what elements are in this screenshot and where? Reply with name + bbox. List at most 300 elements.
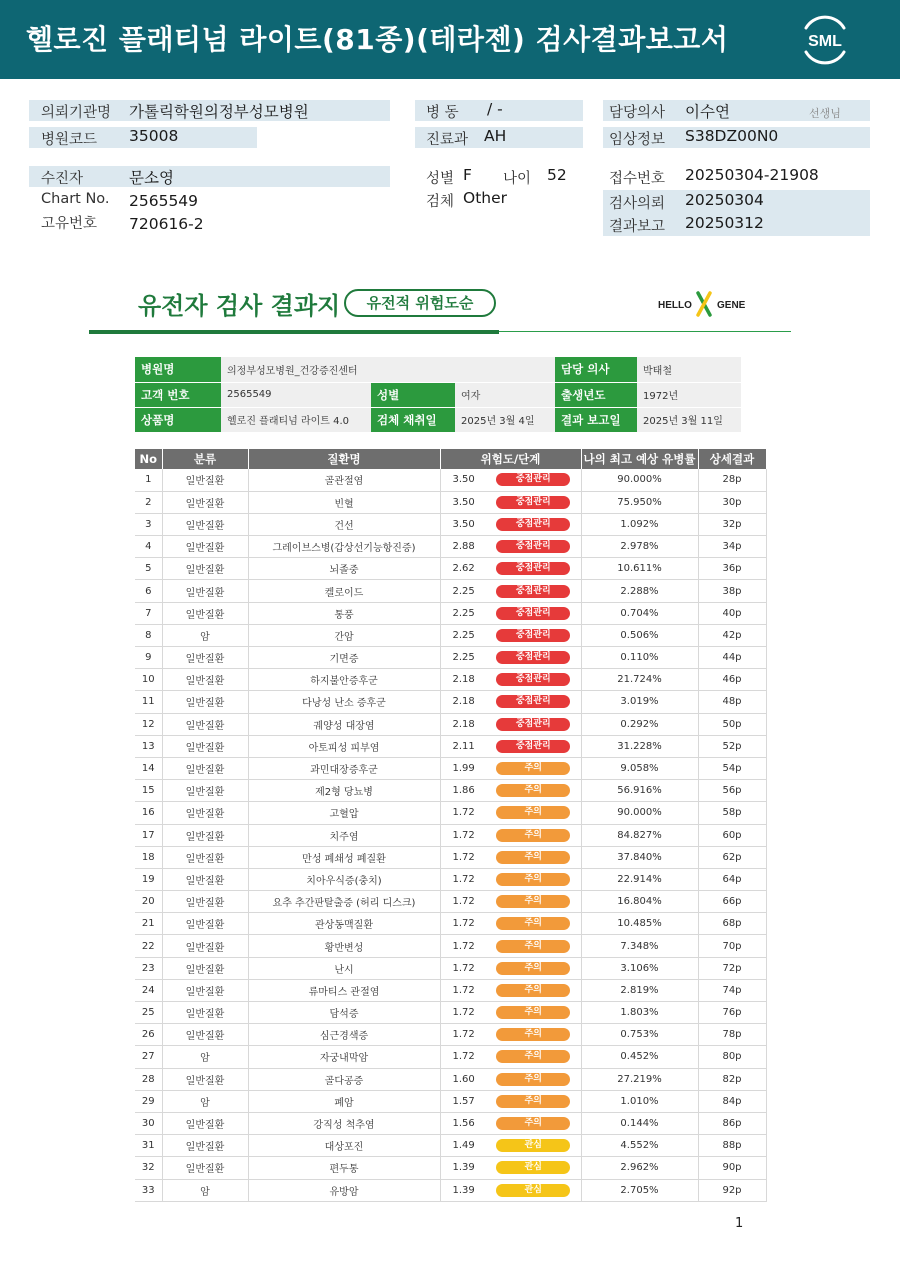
row-risk-score: 1.99 xyxy=(440,757,492,779)
row-prevalence: 4.552% xyxy=(581,1135,698,1157)
row-stage-cell xyxy=(492,647,581,669)
row-disease-name: 과민대장증후군 xyxy=(248,757,440,779)
row-category: 일반질환 xyxy=(162,757,248,779)
row-detail-page: 90p xyxy=(698,1157,766,1179)
row-category: 암 xyxy=(162,1090,248,1112)
table-row xyxy=(135,491,766,513)
stage-badge: 주의 xyxy=(496,895,570,908)
row-stage-cell xyxy=(492,713,581,735)
row-prevalence: 2.705% xyxy=(581,1179,698,1201)
stage-badge: 주의 xyxy=(496,829,570,842)
row-risk-score: 1.72 xyxy=(440,868,492,890)
row-disease-name: 유방암 xyxy=(248,1179,440,1201)
row-prevalence: 3.019% xyxy=(581,691,698,713)
row-risk-score: 1.72 xyxy=(440,802,492,824)
table-row xyxy=(135,469,766,491)
row-detail-page: 38p xyxy=(698,580,766,602)
row-risk-score: 3.50 xyxy=(440,469,492,491)
stage-badge: 중점관리 xyxy=(496,518,570,531)
hospital-code-value: 35008 xyxy=(129,127,179,145)
row-disease-name: 관상동맥질환 xyxy=(248,913,440,935)
row-category: 일반질환 xyxy=(162,558,248,580)
row-stage-cell xyxy=(492,1157,581,1179)
row-detail-page: 76p xyxy=(698,1002,766,1024)
row-category: 일반질환 xyxy=(162,469,248,491)
row-prevalence: 0.110% xyxy=(581,647,698,669)
row-stage-cell xyxy=(492,669,581,691)
row-detail-page: 60p xyxy=(698,824,766,846)
results-body xyxy=(135,469,766,1201)
row-risk-score: 1.72 xyxy=(440,935,492,957)
row-risk-score: 2.88 xyxy=(440,536,492,558)
row-risk-score: 1.57 xyxy=(440,1090,492,1112)
profile-hospital-value: 의정부성모병원_건강증진센터 xyxy=(221,357,555,382)
dept-value: AH xyxy=(484,127,507,145)
table-row xyxy=(135,1068,766,1090)
profile-birth-label: 출생년도 xyxy=(555,382,637,407)
stage-badge: 중점관리 xyxy=(496,629,570,642)
row-detail-page: 28p xyxy=(698,469,766,491)
stage-badge: 주의 xyxy=(496,1073,570,1086)
row-risk-score: 1.72 xyxy=(440,913,492,935)
ward-label: 병 동 xyxy=(426,105,459,121)
profile-customer-label: 고객 번호 xyxy=(135,382,221,407)
table-row xyxy=(135,558,766,580)
row-disease-name: 황반변성 xyxy=(248,935,440,957)
row-prevalence: 22.914% xyxy=(581,868,698,890)
row-detail-page: 46p xyxy=(698,669,766,691)
stage-badge: 주의 xyxy=(496,1095,570,1108)
profile-customer-value: 2565549 xyxy=(221,382,371,407)
row-risk-score: 1.72 xyxy=(440,824,492,846)
table-row xyxy=(135,647,766,669)
row-disease-name: 요추 추간판탈출증 (허리 디스크) xyxy=(248,891,440,913)
row-no: 21 xyxy=(135,913,162,935)
row-disease-name: 폐암 xyxy=(248,1090,440,1112)
brand-left-text: HELLO xyxy=(658,300,692,311)
stage-badge: 주의 xyxy=(496,940,570,953)
row-stage-cell xyxy=(492,824,581,846)
row-disease-name: 제2형 당뇨병 xyxy=(248,780,440,802)
row-disease-name: 골관절염 xyxy=(248,469,440,491)
row-risk-score: 1.72 xyxy=(440,1002,492,1024)
row-no: 13 xyxy=(135,735,162,757)
row-no: 31 xyxy=(135,1135,162,1157)
row-risk-score: 1.86 xyxy=(440,780,492,802)
row-no: 4 xyxy=(135,536,162,558)
table-row xyxy=(135,1135,766,1157)
row-detail-page: 30p xyxy=(698,491,766,513)
row-category: 일반질환 xyxy=(162,691,248,713)
doctor-value: 이수연 xyxy=(685,103,730,121)
row-disease-name: 그레이브스병(갑상선기능항진증) xyxy=(248,536,440,558)
row-category: 암 xyxy=(162,1179,248,1201)
table-row xyxy=(135,735,766,757)
requesting-org-label: 의뢰기관명 xyxy=(41,105,112,121)
row-disease-name: 뇌졸중 xyxy=(248,558,440,580)
row-prevalence: 0.704% xyxy=(581,602,698,624)
row-risk-score: 2.25 xyxy=(440,602,492,624)
row-detail-page: 50p xyxy=(698,713,766,735)
row-risk-score: 1.72 xyxy=(440,957,492,979)
row-no: 3 xyxy=(135,513,162,535)
row-prevalence: 2.962% xyxy=(581,1157,698,1179)
stage-badge: 주의 xyxy=(496,762,570,775)
row-category: 일반질환 xyxy=(162,536,248,558)
stage-badge: 중점관리 xyxy=(496,718,570,731)
row-risk-score: 2.25 xyxy=(440,624,492,646)
row-disease-name: 담석증 xyxy=(248,1002,440,1024)
row-no: 17 xyxy=(135,824,162,846)
row-risk-score: 1.72 xyxy=(440,1024,492,1046)
col-header-detail: 상세결과 xyxy=(698,449,766,469)
row-disease-name: 난시 xyxy=(248,957,440,979)
row-detail-page: 88p xyxy=(698,1135,766,1157)
row-stage-cell xyxy=(492,1068,581,1090)
row-risk-score: 2.18 xyxy=(440,691,492,713)
row-category: 일반질환 xyxy=(162,602,248,624)
stage-badge: 관심 xyxy=(496,1184,570,1197)
row-prevalence: 1.803% xyxy=(581,1002,698,1024)
row-stage-cell xyxy=(492,1002,581,1024)
row-category: 일반질환 xyxy=(162,1112,248,1134)
row-risk-score: 3.50 xyxy=(440,491,492,513)
row-detail-page: 52p xyxy=(698,735,766,757)
table-row xyxy=(135,1112,766,1134)
row-category: 암 xyxy=(162,1046,248,1068)
row-detail-page: 56p xyxy=(698,780,766,802)
row-category: 일반질환 xyxy=(162,491,248,513)
row-stage-cell xyxy=(492,780,581,802)
row-prevalence: 10.611% xyxy=(581,558,698,580)
profile-birth-value: 1972년 xyxy=(637,382,741,407)
row-prevalence: 90.000% xyxy=(581,802,698,824)
specimen-value: Other xyxy=(463,189,508,207)
row-category: 일반질환 xyxy=(162,868,248,890)
row-no: 5 xyxy=(135,558,162,580)
row-no: 10 xyxy=(135,669,162,691)
stage-badge: 중점관리 xyxy=(496,607,570,620)
row-detail-page: 48p xyxy=(698,691,766,713)
results-header-row xyxy=(135,449,766,469)
row-category: 일반질환 xyxy=(162,802,248,824)
row-no: 8 xyxy=(135,624,162,646)
table-row xyxy=(135,935,766,957)
table-row xyxy=(135,602,766,624)
request-label: 검사의뢰 xyxy=(609,196,666,212)
table-row xyxy=(135,979,766,1001)
ward-value: / - xyxy=(487,100,503,118)
row-disease-name: 자궁내막암 xyxy=(248,1046,440,1068)
row-disease-name: 치아우식증(충치) xyxy=(248,868,440,890)
age-value: 52 xyxy=(547,166,567,184)
table-row xyxy=(135,891,766,913)
row-category: 일반질환 xyxy=(162,713,248,735)
row-risk-score: 1.56 xyxy=(440,1112,492,1134)
sml-logo-text: SML xyxy=(808,33,842,50)
row-disease-name: 골다공증 xyxy=(248,1068,440,1090)
row-no: 14 xyxy=(135,757,162,779)
col-header-category: 분류 xyxy=(162,449,248,469)
row-no: 20 xyxy=(135,891,162,913)
row-no: 12 xyxy=(135,713,162,735)
row-no: 19 xyxy=(135,868,162,890)
page-number: 1 xyxy=(735,1216,744,1231)
brand-right-text: GENE xyxy=(717,300,746,311)
row-category: 일반질환 xyxy=(162,913,248,935)
row-disease-name: 치주염 xyxy=(248,824,440,846)
row-disease-name: 켈로이드 xyxy=(248,580,440,602)
row-category: 일반질환 xyxy=(162,580,248,602)
row-disease-name: 궤양성 대장염 xyxy=(248,713,440,735)
row-stage-cell xyxy=(492,580,581,602)
row-risk-score: 2.25 xyxy=(440,647,492,669)
row-detail-page: 40p xyxy=(698,602,766,624)
row-no: 30 xyxy=(135,1112,162,1134)
row-detail-page: 58p xyxy=(698,802,766,824)
row-stage-cell xyxy=(492,1046,581,1068)
table-row xyxy=(135,957,766,979)
profile-collect-label: 검체 채취일 xyxy=(371,407,455,432)
row-risk-score: 1.72 xyxy=(440,1046,492,1068)
report-date-value: 20250312 xyxy=(685,214,764,232)
row-stage-cell xyxy=(492,957,581,979)
row-category: 일반질환 xyxy=(162,824,248,846)
profile-sex-label: 성별 xyxy=(371,382,455,407)
row-disease-name: 고혈압 xyxy=(248,802,440,824)
patient-value: 문소영 xyxy=(129,169,174,187)
row-no: 24 xyxy=(135,979,162,1001)
table-row xyxy=(135,1046,766,1068)
row-detail-page: 84p xyxy=(698,1090,766,1112)
row-category: 일반질환 xyxy=(162,1002,248,1024)
row-risk-score: 1.39 xyxy=(440,1179,492,1201)
profile-report-label: 결과 보고일 xyxy=(555,407,637,432)
row-prevalence: 37.840% xyxy=(581,846,698,868)
row-disease-name: 강직성 척추염 xyxy=(248,1112,440,1134)
row-prevalence: 2.819% xyxy=(581,979,698,1001)
row-detail-page: 36p xyxy=(698,558,766,580)
row-prevalence: 0.506% xyxy=(581,624,698,646)
row-stage-cell xyxy=(492,1024,581,1046)
row-detail-page: 86p xyxy=(698,1112,766,1134)
row-disease-name: 빈혈 xyxy=(248,491,440,513)
row-prevalence: 0.452% xyxy=(581,1046,698,1068)
profile-hospital-label: 병원명 xyxy=(135,357,221,382)
row-detail-page: 78p xyxy=(698,1024,766,1046)
stage-badge: 중점관리 xyxy=(496,740,570,753)
stage-badge: 주의 xyxy=(496,1117,570,1130)
row-no: 16 xyxy=(135,802,162,824)
row-category: 일반질환 xyxy=(162,957,248,979)
table-row xyxy=(135,624,766,646)
row-prevalence: 1.092% xyxy=(581,513,698,535)
row-category: 일반질환 xyxy=(162,935,248,957)
row-stage-cell xyxy=(492,624,581,646)
stage-badge: 중점관리 xyxy=(496,473,570,486)
age-label: 나이 xyxy=(503,171,532,187)
row-stage-cell xyxy=(492,1112,581,1134)
row-category: 일반질환 xyxy=(162,891,248,913)
stage-badge: 주의 xyxy=(496,784,570,797)
row-category: 일반질환 xyxy=(162,979,248,1001)
row-no: 2 xyxy=(135,491,162,513)
stage-badge: 주의 xyxy=(496,917,570,930)
row-detail-page: 70p xyxy=(698,935,766,957)
row-no: 32 xyxy=(135,1157,162,1179)
row-stage-cell xyxy=(492,979,581,1001)
row-no: 26 xyxy=(135,1024,162,1046)
row-category: 일반질환 xyxy=(162,846,248,868)
row-no: 33 xyxy=(135,1179,162,1201)
row-category: 일반질환 xyxy=(162,669,248,691)
row-risk-score: 3.50 xyxy=(440,513,492,535)
row-stage-cell xyxy=(492,491,581,513)
row-disease-name: 다낭성 난소 증후군 xyxy=(248,691,440,713)
row-prevalence: 31.228% xyxy=(581,735,698,757)
row-stage-cell xyxy=(492,691,581,713)
stage-badge: 주의 xyxy=(496,1006,570,1019)
profile-product-value: 헬로진 플래티넘 라이트 4.0 xyxy=(221,407,371,432)
row-detail-page: 66p xyxy=(698,891,766,913)
row-detail-page: 72p xyxy=(698,957,766,979)
row-category: 일반질환 xyxy=(162,1024,248,1046)
table-row xyxy=(135,1157,766,1179)
report-header-bar xyxy=(0,0,900,79)
table-row xyxy=(135,713,766,735)
table-row xyxy=(135,868,766,890)
unique-label: 고유번호 xyxy=(41,216,98,232)
row-prevalence: 7.348% xyxy=(581,935,698,957)
row-category: 일반질환 xyxy=(162,1157,248,1179)
row-no: 7 xyxy=(135,602,162,624)
row-stage-cell xyxy=(492,757,581,779)
report-title: 헬로진 플래티넘 라이트(81종)(테라젠) 검사결과보고서 xyxy=(26,23,729,56)
row-stage-cell xyxy=(492,558,581,580)
row-detail-page: 62p xyxy=(698,846,766,868)
row-stage-cell xyxy=(492,1135,581,1157)
row-category: 일반질환 xyxy=(162,1068,248,1090)
profile-doctor-label: 담당 의사 xyxy=(555,357,637,382)
doctor-suffix: 선생님 xyxy=(809,107,841,120)
stage-badge: 주의 xyxy=(496,984,570,997)
row-no: 23 xyxy=(135,957,162,979)
row-disease-name: 기면증 xyxy=(248,647,440,669)
table-row xyxy=(135,536,766,558)
profile-doctor-value: 박태철 xyxy=(637,357,741,382)
row-prevalence: 9.058% xyxy=(581,757,698,779)
row-no: 22 xyxy=(135,935,162,957)
row-detail-page: 74p xyxy=(698,979,766,1001)
row-disease-name: 심근경색증 xyxy=(248,1024,440,1046)
row-prevalence: 56.916% xyxy=(581,780,698,802)
row-prevalence: 3.106% xyxy=(581,957,698,979)
row-disease-name: 만성 폐쇄성 폐질환 xyxy=(248,846,440,868)
table-row xyxy=(135,802,766,824)
row-detail-page: 32p xyxy=(698,513,766,535)
row-disease-name: 간암 xyxy=(248,624,440,646)
heading-divider-accent xyxy=(89,330,499,334)
table-row xyxy=(135,913,766,935)
row-detail-page: 92p xyxy=(698,1179,766,1201)
row-detail-page: 80p xyxy=(698,1046,766,1068)
doctor-label: 담당의사 xyxy=(609,105,666,121)
stage-badge: 중점관리 xyxy=(496,540,570,553)
row-risk-score: 1.72 xyxy=(440,979,492,1001)
reception-value: 20250304-21908 xyxy=(685,166,819,184)
row-risk-score: 2.25 xyxy=(440,580,492,602)
row-no: 9 xyxy=(135,647,162,669)
report-heading: 유전자 검사 결과지 xyxy=(138,292,341,320)
stage-badge: 중점관리 xyxy=(496,562,570,575)
row-no: 15 xyxy=(135,780,162,802)
row-stage-cell xyxy=(492,846,581,868)
row-no: 29 xyxy=(135,1090,162,1112)
stage-badge: 중점관리 xyxy=(496,651,570,664)
row-prevalence: 90.000% xyxy=(581,469,698,491)
sml-logo-icon xyxy=(796,14,854,66)
table-row xyxy=(135,824,766,846)
row-prevalence: 1.010% xyxy=(581,1090,698,1112)
row-prevalence: 75.950% xyxy=(581,491,698,513)
row-category: 일반질환 xyxy=(162,647,248,669)
stage-badge: 주의 xyxy=(496,962,570,975)
row-prevalence: 84.827% xyxy=(581,824,698,846)
row-disease-name: 편두통 xyxy=(248,1157,440,1179)
row-prevalence: 0.144% xyxy=(581,1112,698,1134)
row-no: 6 xyxy=(135,580,162,602)
table-row xyxy=(135,846,766,868)
row-stage-cell xyxy=(492,935,581,957)
row-risk-score: 2.18 xyxy=(440,713,492,735)
sex-value: F xyxy=(463,166,472,184)
stage-badge: 주의 xyxy=(496,1028,570,1041)
results-table xyxy=(135,449,767,1202)
row-disease-name: 아토피성 피부염 xyxy=(248,735,440,757)
stage-badge: 중점관리 xyxy=(496,585,570,598)
hospital-code-label: 병원코드 xyxy=(41,132,98,148)
table-row xyxy=(135,669,766,691)
row-detail-page: 82p xyxy=(698,1068,766,1090)
row-detail-page: 64p xyxy=(698,868,766,890)
col-header-prevalence: 나의 최고 예상 유병률 xyxy=(581,449,698,469)
row-risk-score: 1.49 xyxy=(440,1135,492,1157)
row-stage-cell xyxy=(492,536,581,558)
unique-value: 720616-2 xyxy=(129,215,204,233)
row-disease-name: 하지불안증후군 xyxy=(248,669,440,691)
col-header-disease: 질환명 xyxy=(248,449,440,469)
table-row xyxy=(135,513,766,535)
stage-badge: 주의 xyxy=(496,1050,570,1063)
clinical-value: S38DZ00N0 xyxy=(685,127,779,145)
profile-report-value: 2025년 3월 11일 xyxy=(637,407,741,432)
row-prevalence: 0.292% xyxy=(581,713,698,735)
row-risk-score: 2.18 xyxy=(440,669,492,691)
profile-collect-value: 2025년 3월 4일 xyxy=(455,407,555,432)
row-detail-page: 54p xyxy=(698,757,766,779)
table-row xyxy=(135,1024,766,1046)
profile-product-label: 상품명 xyxy=(135,407,221,432)
stage-badge: 중점관리 xyxy=(496,695,570,708)
row-stage-cell xyxy=(492,735,581,757)
row-no: 25 xyxy=(135,1002,162,1024)
specimen-label: 검체 xyxy=(426,194,455,210)
request-value: 20250304 xyxy=(685,191,764,209)
table-row xyxy=(135,691,766,713)
stage-badge: 중점관리 xyxy=(496,673,570,686)
row-stage-cell xyxy=(492,1179,581,1201)
row-no: 11 xyxy=(135,691,162,713)
